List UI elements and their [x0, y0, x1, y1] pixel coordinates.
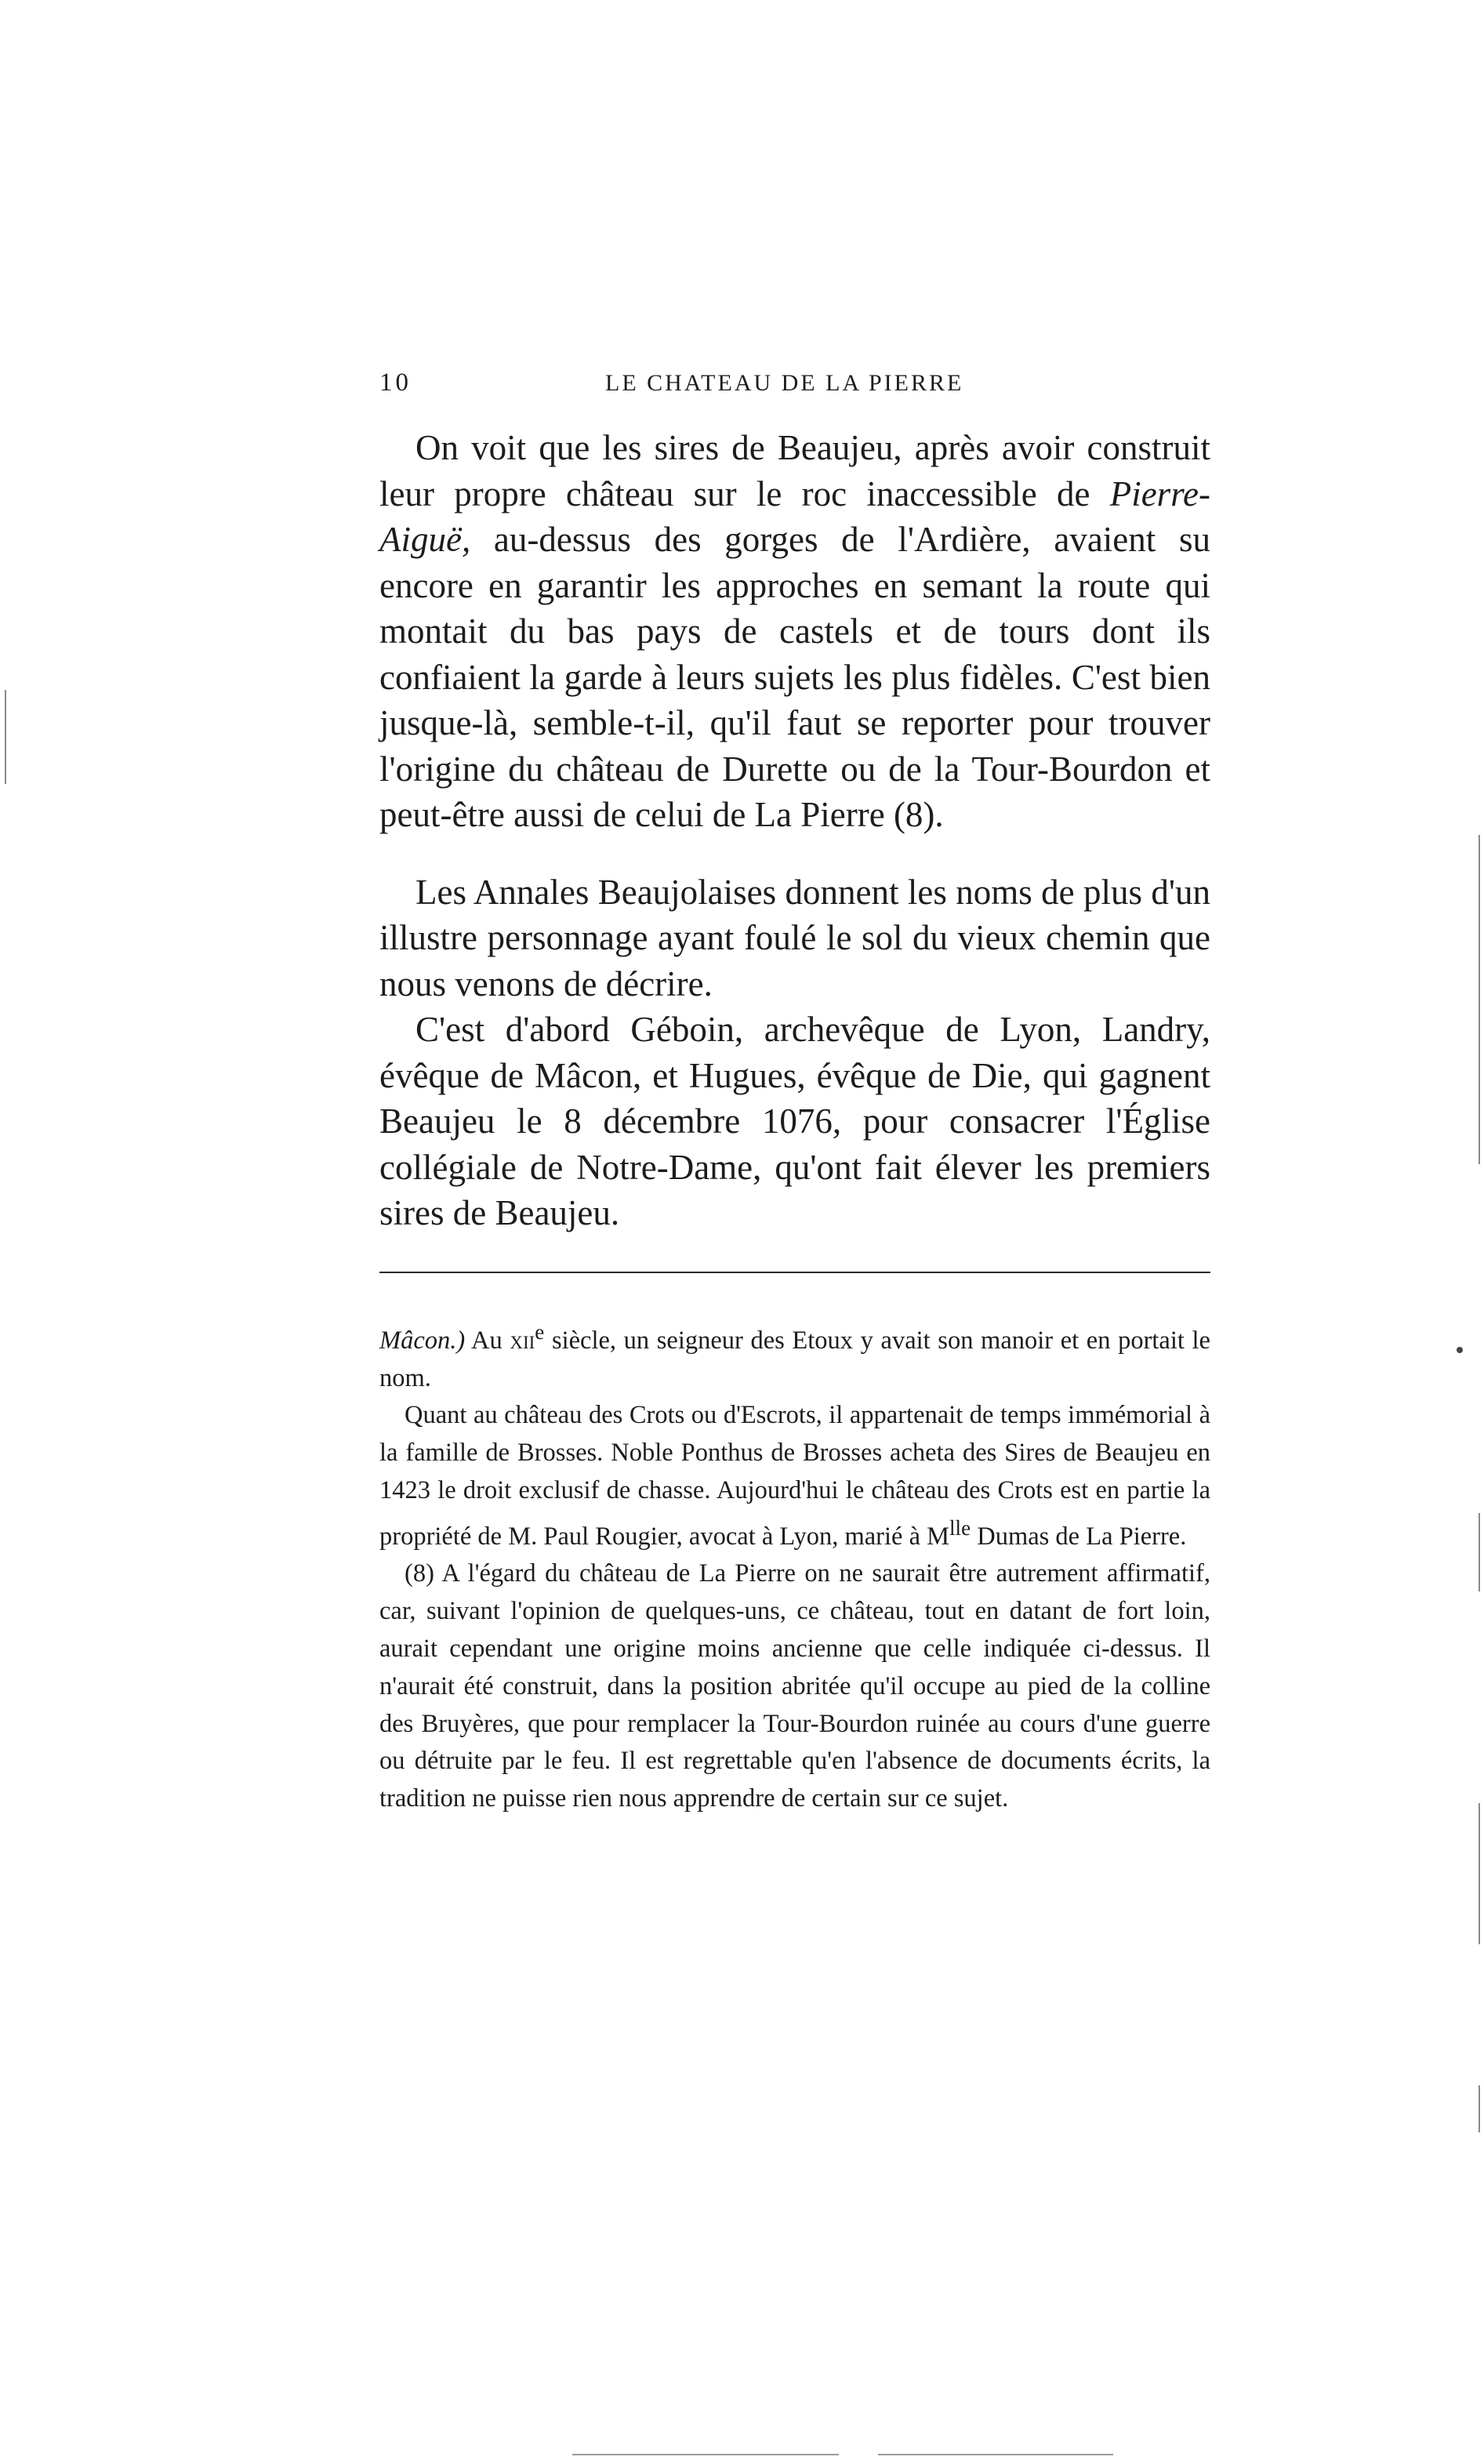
scan-speck — [1457, 1347, 1463, 1353]
century-numeral: xii — [510, 1326, 535, 1355]
footnote-continuation — [379, 1314, 1210, 1397]
paragraph-1-text-b: au-dessus des gorges de l'Ardière, avaient su encore en garantir les approches en semant la route qui montait du bas pays de castels et de tours dont ils confiaient la garde à leurs sujets les plus fidèles. C'est bien jusque-là, semble-t-il, qu'il faut se reporter pour trouver l'origine du château de Durette ou de la Tour-Bourdon et peut-être aussi de celui de La Pierre (8). — [379, 520, 1210, 834]
scan-bottom-rule — [878, 2454, 1113, 2455]
paragraph-2: Les Annales Beaujolaises donnent les noms de plus d'un illustre personnage ayant foulé le sol du vieux chemin que nous venons de décrire. — [379, 872, 1210, 1003]
scan-bottom-rule — [572, 2454, 839, 2455]
scan-edge-line — [1479, 1513, 1480, 1591]
page-header — [379, 361, 1210, 408]
page-number: 10 — [379, 368, 412, 397]
footnote-1-text-a: Au — [465, 1326, 510, 1355]
footnote-divider — [379, 1272, 1210, 1273]
scan-edge-line — [1479, 835, 1480, 1164]
scan-edge-line — [5, 690, 6, 784]
century-superscript: e — [535, 1320, 545, 1344]
running-title: LE CHATEAU DE LA PIERRE — [605, 370, 964, 396]
scan-edge-line — [1479, 1803, 1480, 1944]
footnote-2-text: Quant au château des Crots ou d'Escrots, il appartenait de temps immémorial à la famille de Brosses. Noble Ponthus de Brosses acheta des Sires de Beaujeu en 1423 le droit exclusif de chasse. Aujourd'hui le château des Crots est en partie la propriété de M. Paul Rougier, avocat à Lyon, marié à M — [379, 1401, 1210, 1551]
footnote-paragraph-crots — [379, 1397, 1210, 1555]
footnote-8: (8) A l'égard du château de La Pierre on ne saurait être autrement affirmatif, car, suivant l'opinion de quelques-uns, ce château, tout en datant de fort loin, aurait cependant une origine moins ancienne que celle indiquée ci-dessus. Il n'aurait été construit, dans la position abritée qu'il occupe au pied de la colline des Bruyères, que pour remplacer la Tour-Bourdon ruinée au cours d'une guerre ou détruite par le feu. Il est regrettable qu'en l'absence de documents écrits, la tradition ne puisse rien nous apprendre de certain sur ce sujet. — [379, 1559, 1210, 1813]
footnotes — [379, 1314, 1210, 1818]
footnote-italic: Mâcon.) — [379, 1326, 466, 1355]
footnote-1-text-b: siècle, un seigneur des Etoux y avait son manoir et en portait le nom. — [379, 1326, 1210, 1392]
title-superscript: lle — [949, 1515, 971, 1540]
place-name-italic: Pierre-Aiguë, — [379, 474, 1210, 559]
scan-edge-line — [1479, 2085, 1480, 2132]
footnote-2-end: Dumas de La Pierre. — [971, 1522, 1187, 1551]
main-text — [379, 425, 1210, 1236]
paragraph-3: C'est d'abord Géboin, archevêque de Lyon, Landry, évêque de Mâcon, et Hugues, évêque de Die, qui gagnent Beaujeu le 8 décembre 1076, pour consacrer l'Église collégiale de Notre-Dame, qu'ont fait élever les premiers sires de Beaujeu. — [379, 1010, 1210, 1232]
paragraph-1-text-a: On voit que les sires de Beaujeu, après avoir construit leur propre château sur le roc inaccessible de — [379, 428, 1210, 513]
paragraph-1 — [379, 425, 1210, 838]
